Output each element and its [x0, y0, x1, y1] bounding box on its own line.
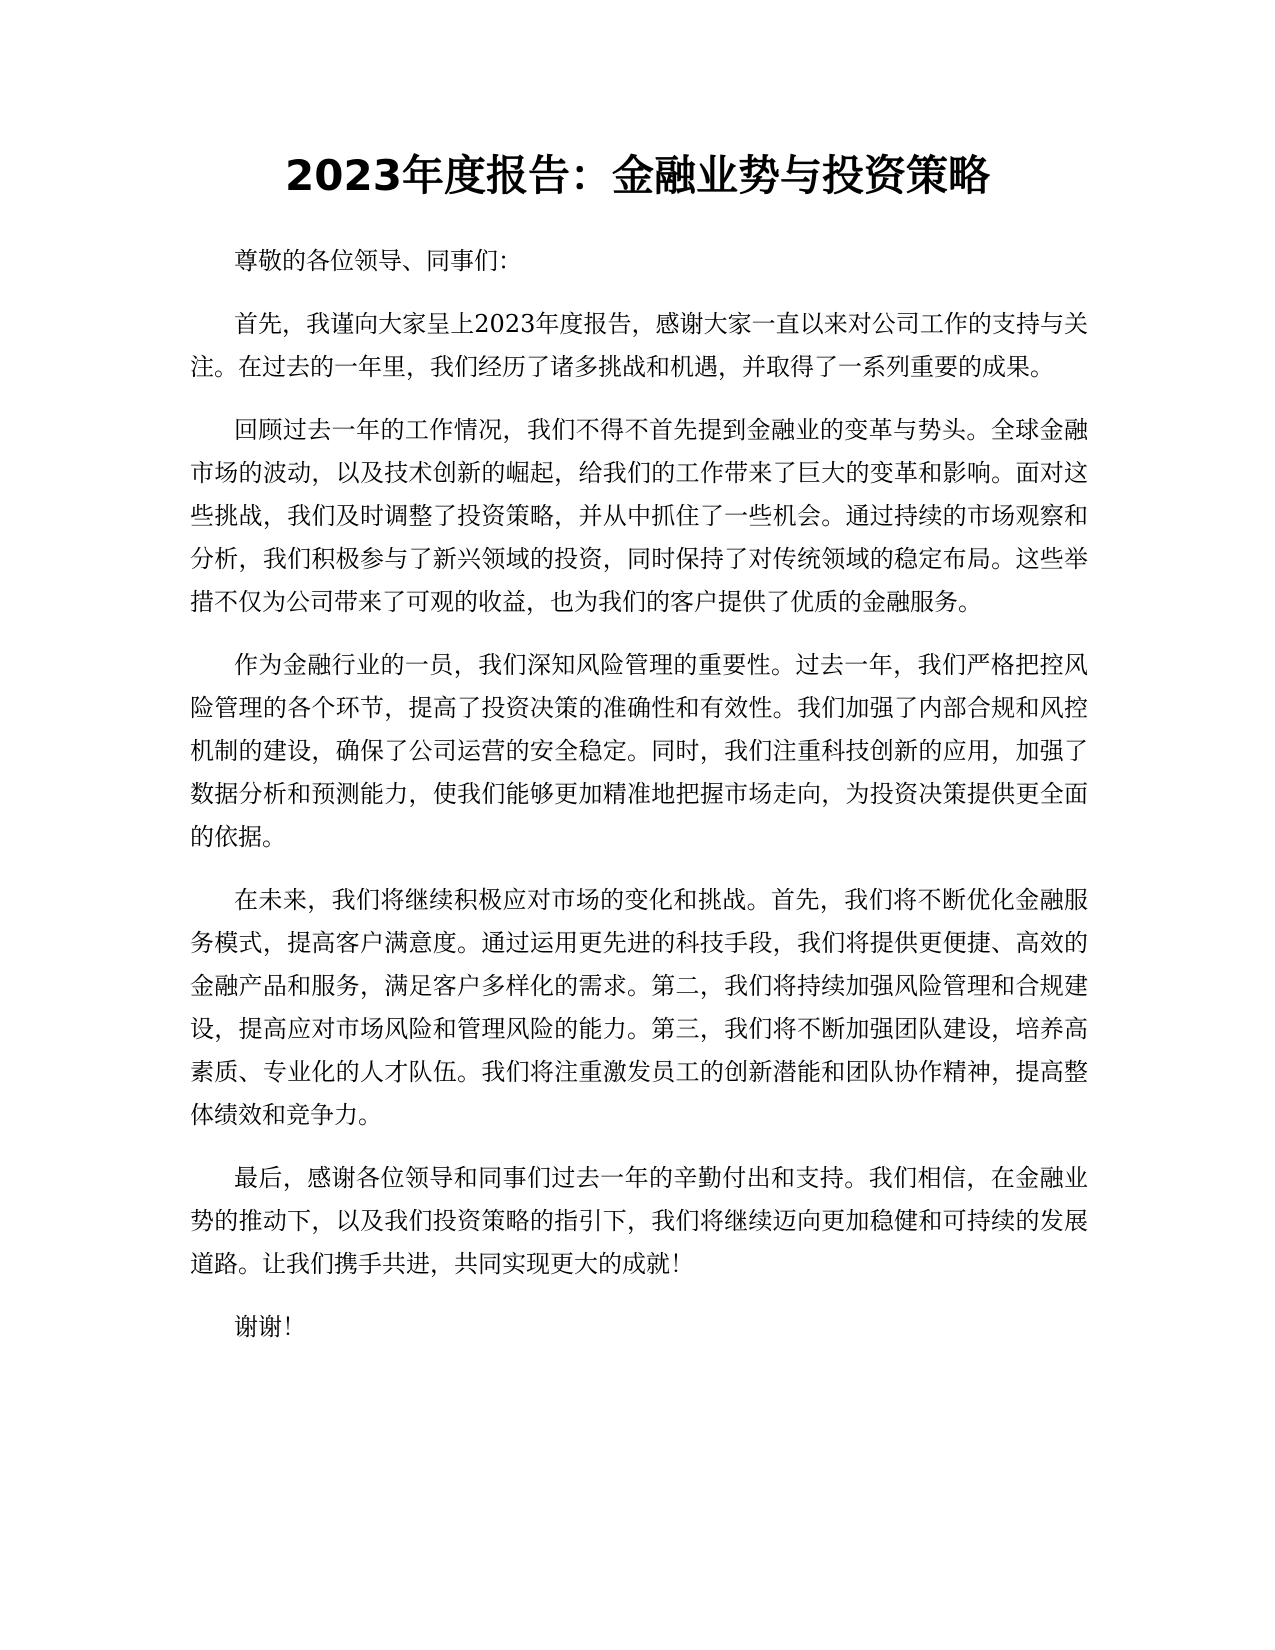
closing-paragraph: 最后，感谢各位领导和同事们过去一年的辛勤付出和支持。我们相信，在金融业势的推动下，以及我们投资策略的指引下，我们将继续迈向更加稳健和可持续的发展道路。让我们携手共进，共同实现更大的成就！ — [190, 1164, 1088, 1278]
document-body — [190, 240, 1088, 1369]
risk-management-paragraph: 作为金融行业的一员，我们深知风险管理的重要性。过去一年，我们严格把控风险管理的各个环节，提高了投资决策的准确性和有效性。我们加强了内部合规和风控机制的建设，确保了公司运营的安全稳定。同时，我们注重科技创新的应用，加强了数据分析和预测能力，使我们能够更加精准地把握市场走向，为投资决策提供更全面的依据。 — [190, 651, 1088, 851]
document-title: 2023年度报告：金融业势与投资策略 — [285, 151, 990, 200]
salutation-paragraph: 尊敬的各位领导、同事们： — [234, 247, 522, 275]
thanks-paragraph: 谢谢！ — [234, 1313, 306, 1341]
future-plans-paragraph: 在未来，我们将继续积极应对市场的变化和挑战。首先，我们将不断优化金融服务模式，提高客户满意度。通过运用更先进的科技手段，我们将提供更便捷、高效的金融产品和服务，满足客户多样化的需求。第二，我们将持续加强风险管理和合规建设，提高应对市场风险和管理风险的能力。第三，我们将不断加强团队建设，培养高素质、专业化的人才队伍。我们将注重激发员工的创新潜能和团队协作精神，提高整体绩效和竞争力。 — [190, 886, 1088, 1129]
intro-paragraph: 首先，我谨向大家呈上2023年度报告，感谢大家一直以来对公司工作的支持与关注。在过去的一年里，我们经历了诸多挑战和机遇，并取得了一系列重要的成果。 — [190, 310, 1088, 381]
review-paragraph: 回顾过去一年的工作情况，我们不得不首先提到金融业的变革与势头。全球金融市场的波动，以及技术创新的崛起，给我们的工作带来了巨大的变革和影响。面对这些挑战，我们及时调整了投资策略，并从中抓住了一些机会。通过持续的市场观察和分析，我们积极参与了新兴领域的投资，同时保持了对传统领域的稳定布局。这些举措不仅为公司带来了可观的收益，也为我们的客户提供了优质的金融服务。 — [190, 416, 1088, 616]
